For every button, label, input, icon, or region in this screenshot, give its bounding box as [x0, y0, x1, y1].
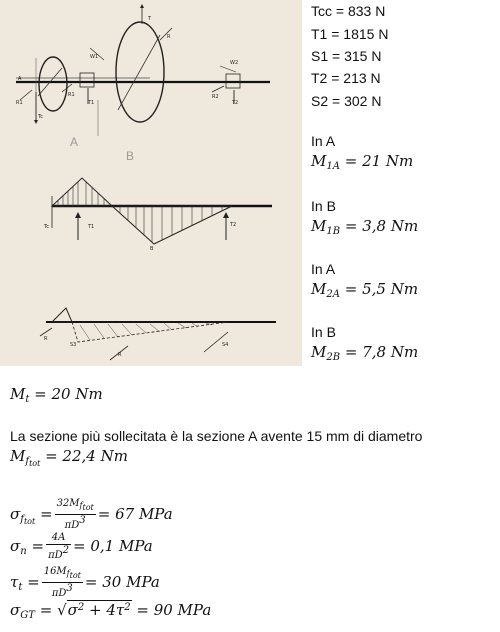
sketch-label: T2	[230, 222, 237, 228]
torque-mt: $M_t = 20$ Nm	[10, 385, 103, 405]
conclusion-text: La sezione più sollecitata è la sezione A avente 15 mm di diametro	[10, 428, 423, 444]
sketch-label: T1	[88, 100, 95, 106]
section-b-label: B	[126, 149, 135, 163]
plane-label: In B	[311, 198, 336, 214]
sketch-label: R2	[212, 94, 219, 100]
pulley-a	[39, 57, 67, 111]
sketch-label: R	[167, 34, 171, 40]
sketch-label: R1	[16, 100, 23, 106]
sketch-label: S3	[70, 342, 77, 348]
force-tcc: Tcc = 833 N	[311, 3, 386, 19]
plane-label: In A	[311, 261, 336, 277]
plane-label: In B	[311, 324, 336, 340]
sketch-label: R	[44, 336, 48, 342]
moment-1a: $M_{1A} = 21$ Nm	[311, 152, 414, 172]
moment-1b: $M_{1B} = 3,8$ Nm	[311, 217, 419, 237]
shaft-sketch	[0, 0, 302, 366]
sigma-n-formula: $\sigma_n$ = $\frac{4A}{\pi D^2}$ = 0,1 MPa	[10, 532, 153, 561]
sketch-label: A	[18, 76, 22, 82]
sketch-label: T2	[232, 100, 239, 106]
section-a-label: A	[70, 135, 79, 149]
sketch-label: B	[150, 246, 154, 252]
force-s2: S2 = 302 N	[311, 93, 382, 109]
force-s1: S1 = 315 N	[311, 48, 382, 64]
sketch-label: T1	[88, 224, 95, 230]
sketch-label: Tc	[44, 224, 49, 230]
sketch-label: T	[148, 16, 152, 22]
force-t1: T1 = 1815 N	[311, 26, 389, 42]
tau-t-formula: $\tau_t$ = $\frac{16M_{f_{tot}}}{\pi D^3}$ = 30 MPa	[10, 566, 160, 599]
sketch-label: R1	[68, 92, 75, 98]
sketch-label: Tc	[38, 114, 43, 120]
sketch-label: S4	[222, 342, 229, 348]
sketch-label: R	[118, 352, 122, 358]
moment-2b: $M_{2B} = 7,8$ Nm	[311, 343, 419, 363]
total-bending-moment: $M_{f_{tot}} = 22,4$ Nm	[10, 447, 128, 468]
sketch-label: W2	[230, 60, 239, 66]
plane-label: In A	[311, 133, 336, 149]
sigma-gt-formula: $\sigma_{GT} = √\sigma^2 + 4\tau^2 = 90$ MPa	[10, 601, 212, 621]
sketch-label: W1	[90, 54, 99, 60]
moment-2a: $M_{2A} = 5,5$ Nm	[311, 280, 419, 300]
pulley-b	[116, 22, 164, 122]
sigma-ftot-formula: $\sigma_{f_{tot}}$ = $\frac{32M_{f_{tot}}}{\pi D^3}$ = 67 MPa	[10, 498, 173, 531]
force-t2: T2 = 213 N	[311, 70, 381, 86]
